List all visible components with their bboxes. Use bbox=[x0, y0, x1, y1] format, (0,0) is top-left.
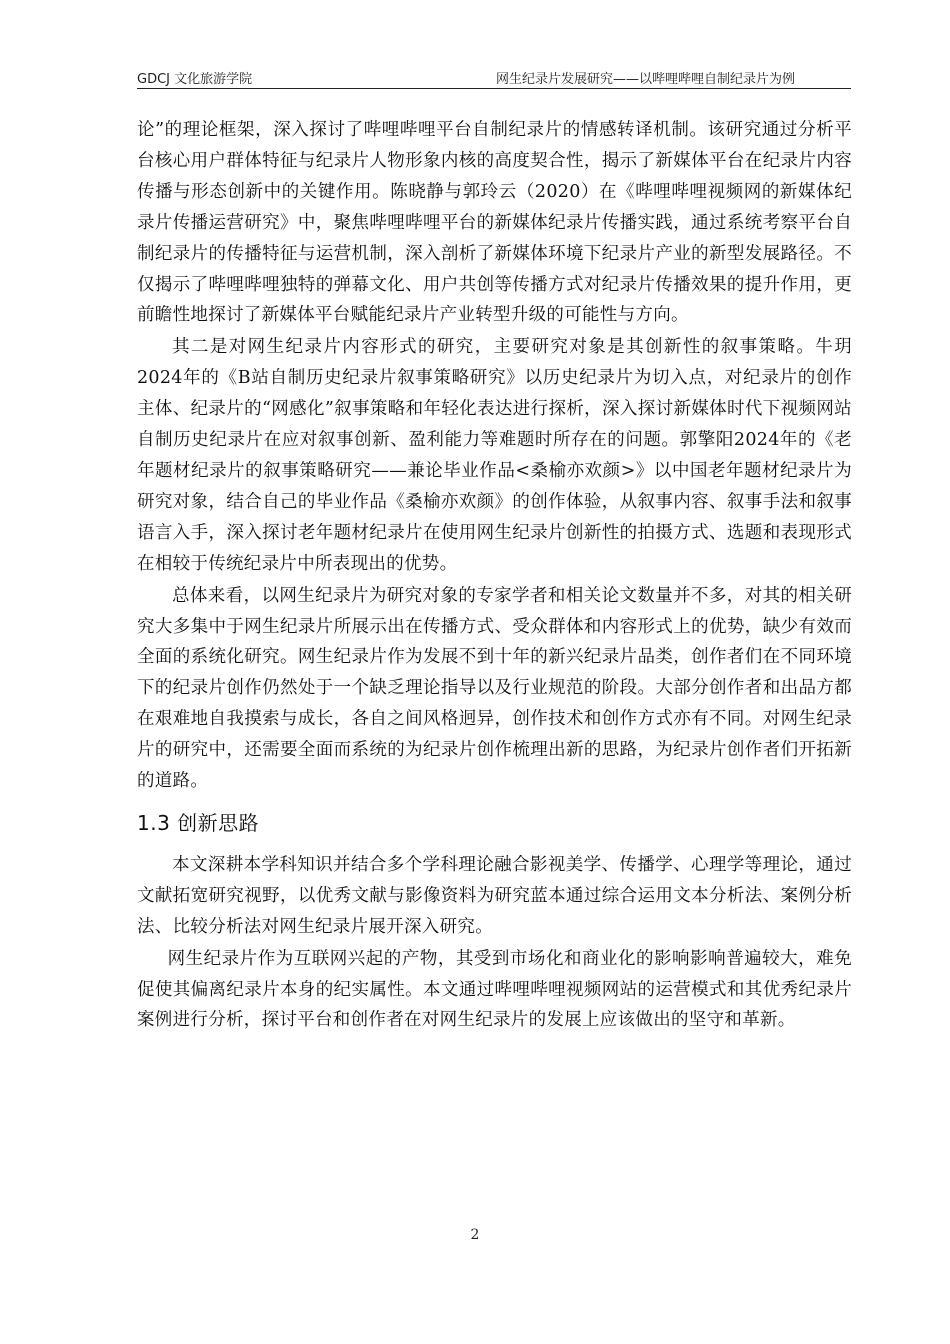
header-institution: GDCJ 文化旅游学院 bbox=[137, 72, 253, 87]
paragraph-summary: 总体来看，以网生纪录片为研究对象的专家学者和相关论文数量并不多，对其的相关研究大多集中于网生纪录片所展示出在传播方式、受众群体和内容形式上的优势，缺少有效而全面的系统化研究。网生纪录片作为发展不到十年的新兴纪录片品类，创作者们在不同环境下的纪录片创作仍然处于一个缺乏理论指导以及行业规范的阶段。大部分创作者和出品方都在艰难地自我摸索与成长，各自之间风格迥异，创作技术和创作方式亦有不同。对网生纪录片的研究中，还需要全面而系统的为纪录片创作梳理出新的思路，为纪录片创作者们开拓新的道路。 bbox=[137, 585, 852, 792]
paragraph-narrative-research: 其二是对网生纪录片内容形式的研究，主要研究对象是其创新性的叙事策略。牛玥2024年的《B站自制历史纪录片叙事策略研究》以历史纪录片为切入点，对纪录片的创作主体、纪录片的“网感化”叙事策略和年轻化表达进行探析，深入探讨新媒体时代下视频网站自制历史纪录片在应对叙事创新、盈利能力等难题时所存在的问题。郭擎阳2024年的《老年题材纪录片的叙事策略研究——兼论毕业作品<桑榆亦欢颜>》以中国老年题材纪录片为研究对象，结合自己的毕业作品《桑榆亦欢颜》的创作体验，从叙事内容、叙事手法和叙事语言入手，深入探讨老年题材纪录片在使用网生纪录片创新性的拍摄方式、选题和表现形式在相较于传统纪录片中所表现出的优势。 bbox=[137, 337, 852, 574]
header-thesis-title: 网生纪录片发展研究——以哔哩哔哩自制纪录片为例 bbox=[495, 72, 795, 87]
paragraph-innovation-purpose: 网生纪录片作为互联网兴起的产物，其受到市场化和商业化的影响影响普遍较大，难免促使其偏离纪录片本身的纪实属性。本文通过哔哩哔哩视频网站的运营模式和其优秀纪录片案例进行分析，探讨平台和创作者在对网生纪录片的发展上应该做出的坚守和革新。 bbox=[137, 948, 852, 1031]
paragraph-continued: 论”的理论框架，深入探讨了哔哩哔哩平台自制纪录片的情感转译机制。该研究通过分析平台核心用户群体特征与纪录片人物形象内核的高度契合性，揭示了新媒体平台在纪录片内容传播与形态创新中的关键作用。陈晓静与郭玲云（2020）在《哔哩哔哩视频网的新媒体纪录片传播运营研究》中，聚焦哔哩哔哩平台的新媒体纪录片传播实践，通过系统考察平台自制纪录片的传播特征与运营机制，深入剖析了新媒体环境下纪录片产业的新型发展路径。不仅揭示了哔哩哔哩独特的弹幕文化、用户共创等传播方式对纪录片传播效果的提升作用，更前瞻性地探讨了新媒体平台赋能纪录片产业转型升级的可能性与方向。 bbox=[137, 120, 852, 326]
page-body bbox=[137, 115, 852, 1036]
section-heading: 1.3 创新思路 bbox=[137, 810, 260, 835]
page-number: 2 bbox=[470, 1227, 480, 1243]
paragraph-innovation-method: 本文深耕本学科知识并结合多个学科理论融合影视美学、传播学、心理学等理论，通过文献拓宽研究视野，以优秀文献与影像资料为研究蓝本通过综合运用文本分析法、案例分析法、比较分析法对网生纪录片展开深入研究。 bbox=[137, 854, 852, 937]
page-header bbox=[137, 66, 851, 89]
